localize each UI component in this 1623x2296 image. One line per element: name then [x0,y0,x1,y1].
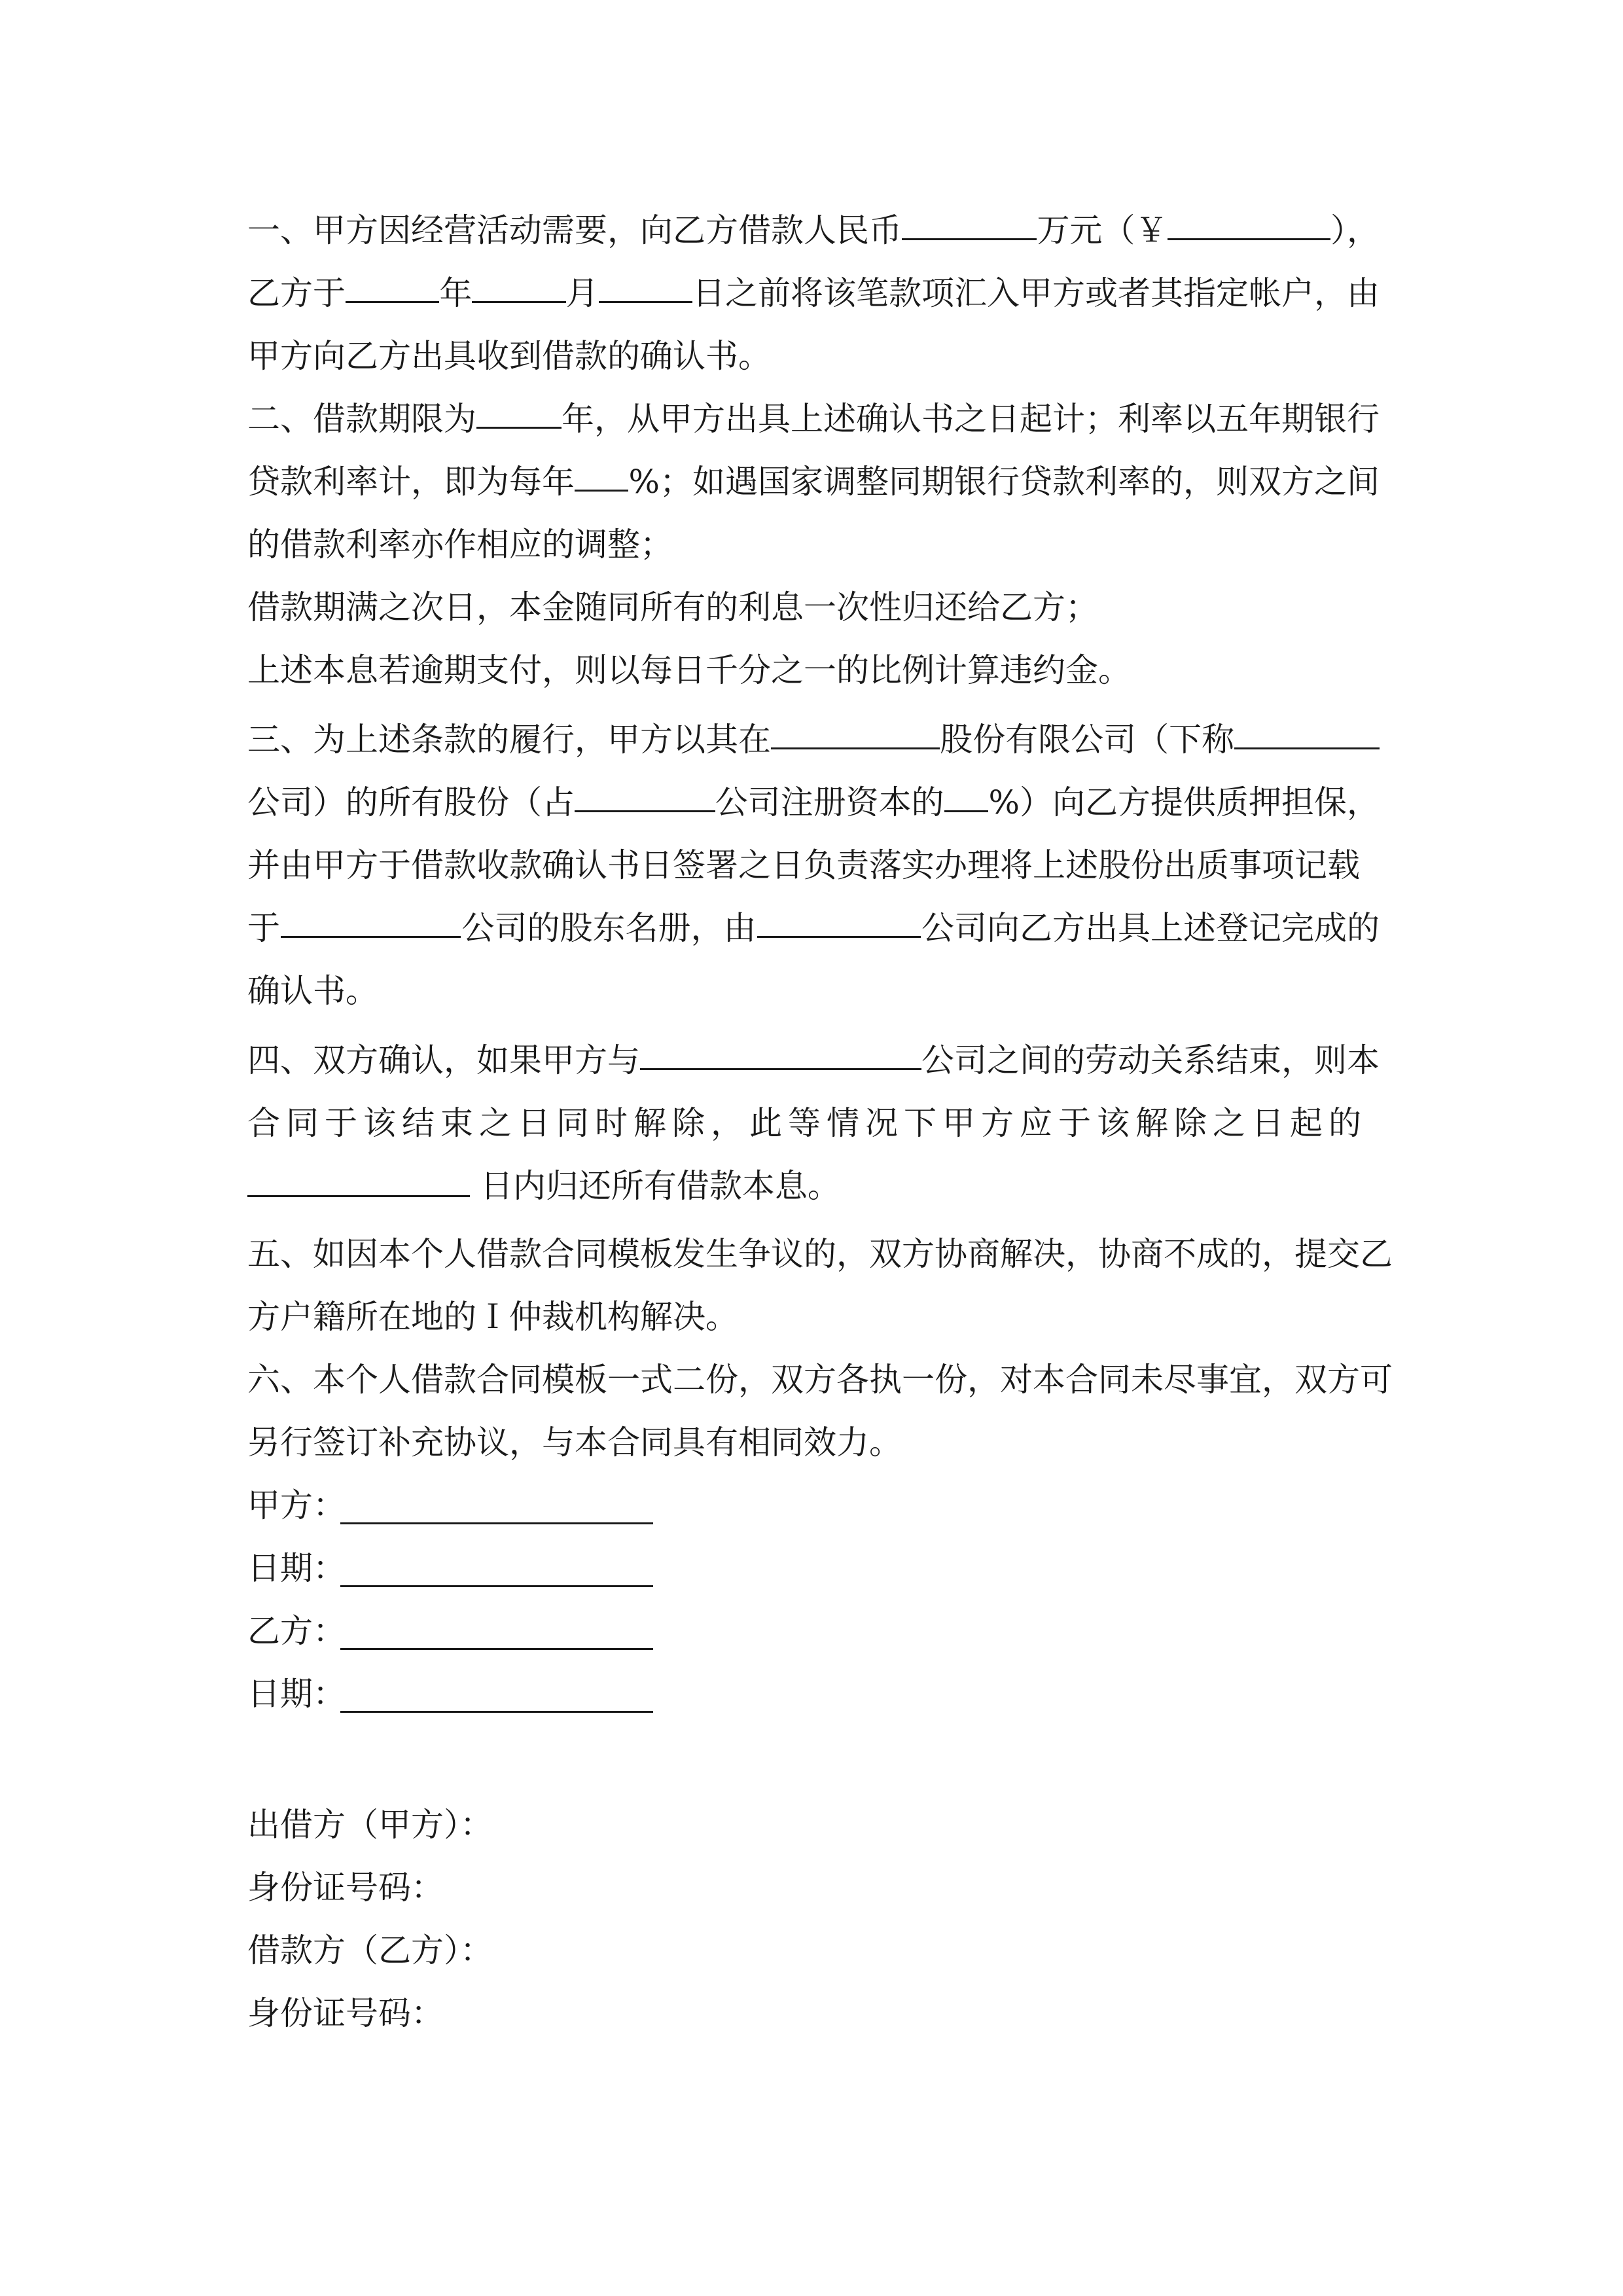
company-name-blank [771,707,940,749]
clause2-line5 [247,637,1380,703]
clause2-text-e: 的借款利率亦作相应的调整； [247,526,673,564]
clause4-text-d: 日内归还所有借款本息。 [480,1167,840,1205]
clause3-line2 [247,770,1380,835]
loan-amount-figure-blank [1168,198,1330,240]
clause4-line2 [247,1090,1380,1156]
clause3-line1 [247,707,1380,772]
clause1-text-d: 乙方于 [247,274,346,312]
clause4-line3 [247,1153,1380,1219]
clause1-line3 [247,323,1380,389]
clause5-line2 [247,1284,1380,1350]
clause2-line2 [247,449,1380,514]
clause2-text-g: 上述本息若逾期支付，则以每日千分之一的比例计算违约金。 [247,651,1131,689]
clause2-line1 [247,386,1380,452]
clause3-text-h: 公司的股东名册，由 [461,909,757,947]
clause5-line1 [247,1221,1393,1287]
shareholder-register-company-blank [281,895,461,938]
employer-company-blank [640,1028,921,1070]
loan-term-blank [476,386,562,429]
clause5-text-a: 五、如因本个人借款合同模板发生争议的，双方协商解决，协商不成的，提交乙 [247,1235,1393,1273]
date1-label: 日期： [247,1549,346,1587]
clause3-line5 [247,958,1380,1024]
company-short-name-blank [1234,707,1380,749]
clause3-line3 [247,833,1380,898]
share-company-blank [575,770,715,812]
borrower-label: 借款方（乙方）： [247,1931,493,1969]
clause3-text-e: %）向乙方提供质押担保， [988,783,1380,821]
clause3-text-b: 股份有限公司（下称 [940,721,1235,759]
party-b-label: 乙方： [247,1612,346,1650]
day-blank [599,260,692,303]
clause3-line4 [247,895,1380,961]
interest-rate-blank [575,449,628,492]
clause1-line1 [247,198,1380,263]
clause1-text-e: 年 [439,274,473,312]
clause3-text-a: 三、为上述条款的履行，甲方以其在 [247,721,771,759]
clause3-text-f: 并由甲方于借款收款确认书日签署之日负责落实办理将上述股份出质事项记载 [247,846,1360,884]
date2-label: 日期： [247,1675,346,1713]
clause2-line3 [247,512,1380,577]
share-percent-blank [944,770,989,812]
clause4-line1 [247,1028,1380,1093]
clause4-text-b: 公司之间的劳动关系结束，则本 [921,1041,1380,1079]
clause3-text-i: 公司向乙方出具上述登记完成的 [921,909,1380,947]
clause2-text-d: %；如遇国家调整同期银行贷款利率的，则双方之间 [628,463,1380,501]
date1-signature-line [340,1585,653,1587]
clause2-text-c: 贷款利率计，即为每年 [247,463,575,501]
clause4-text-a: 四、双方确认，如果甲方与 [247,1041,640,1079]
lender-label: 出借方（甲方）： [247,1806,493,1844]
party-a-label: 甲方： [247,1486,346,1524]
party-b-signature-line [340,1648,653,1650]
clause2-text-a: 二、借款期限为 [247,400,476,438]
clause1-text-a: 一、甲方因经营活动需要，向乙方借款人民币 [247,211,902,249]
clause2-line4 [247,575,1380,640]
repayment-days-blank [247,1155,470,1197]
party-a-signature-line [340,1522,653,1524]
clause1-text-f: 月 [565,274,599,312]
clause6-text-a: 六、本个人借款合同模板一式二份，双方各执一份，对本合同未尽事宜，双方可 [247,1361,1393,1399]
clause6-line2 [247,1410,1380,1475]
clause1-text-b: 万元（￥ [1037,211,1168,249]
lender-id-label: 身份证号码： [247,1869,444,1907]
clause2-text-b: 年，从甲方出具上述确认书之日起计；利率以五年期银行 [562,400,1380,438]
clause6-line1 [247,1347,1393,1412]
clause1-text-c: ）， [1330,211,1380,249]
clause1-text-h: 甲方向乙方出具收到借款的确认书。 [247,337,771,375]
clause1-line2 [247,260,1380,326]
clause1-text-g: 日之前将该笔款项汇入甲方或者其指定帐户，由 [692,274,1380,312]
clause6-text-b: 另行签订补充协议，与本合同具有相同效力。 [247,1424,902,1462]
clause3-text-g: 于 [247,909,280,947]
registration-company-blank [757,895,921,938]
month-blank [472,260,565,303]
clause3-text-c: 公司）的所有股份（占 [247,783,575,821]
loan-amount-blank [902,198,1037,240]
clause5-text-b: 方户籍所在地的Ｉ仲裁机构解决。 [247,1298,738,1336]
borrower-id-label: 身份证号码： [247,1994,444,2032]
clause2-text-f: 借款期满之次日，本金随同所有的利息一次性归还给乙方； [247,588,1098,626]
year-blank [346,260,439,303]
clause3-text-d: 公司注册资本的 [715,783,944,821]
clause3-text-j: 确认书。 [247,972,378,1010]
clause4-text-c: 合同于该结束之日同时解除，此等情况下甲方应于该解除之日起的 [247,1104,1367,1142]
date2-signature-line [340,1711,653,1713]
